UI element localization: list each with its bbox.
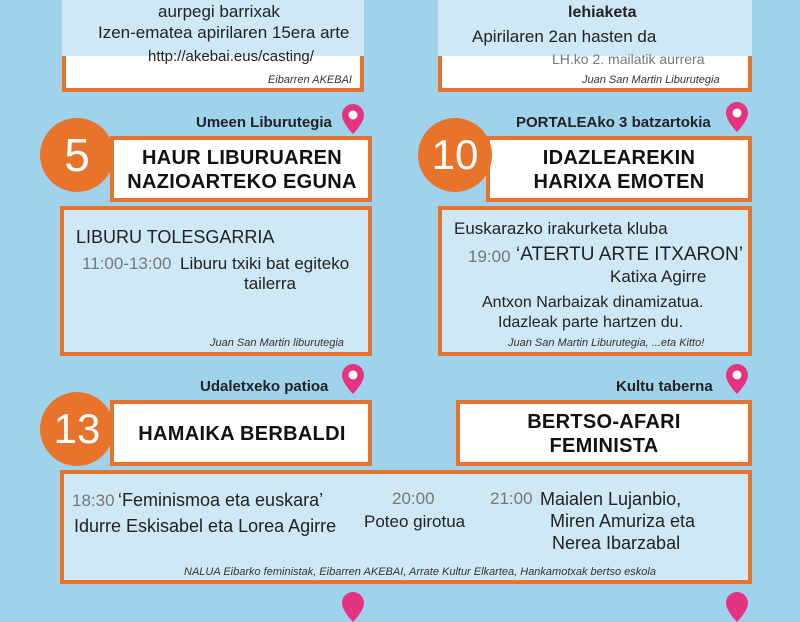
event13-slot1-people: Idurre Eskisabel eta Lorea Agirre bbox=[74, 516, 337, 536]
top-left-line1: aurpegi barrixak bbox=[158, 2, 280, 21]
event10-note-line1: Antxon Narbaizak dinamizatua. bbox=[482, 294, 704, 311]
event10-location: PORTALEAko 3 batzartokia bbox=[516, 114, 711, 131]
event5-desc-line2: tailerra bbox=[244, 274, 296, 293]
event10-author: Katixa Agirre bbox=[610, 267, 707, 286]
event13-slot3-line2: Miren Amuriza eta bbox=[550, 511, 696, 531]
event10-book: ‘ATERTU ARTE ITXARON’ bbox=[516, 244, 743, 265]
event5-desc-line1: Liburu txiki bat egiteko bbox=[180, 254, 350, 273]
event5-day-badge: 5 bbox=[40, 118, 114, 192]
event5-credit: Juan San Martin liburutegia bbox=[210, 337, 344, 349]
event13-title-right-line2: FEMINISTA bbox=[549, 435, 659, 457]
event13-credit: NALUA Eibarko feministak, Eibarren AKEBAI, Arrate Kultur Elkartea, Hankamotxak bertso eskola bbox=[184, 566, 656, 578]
location-pin-icon bbox=[726, 364, 748, 394]
event13-slot3-time: 21:00 bbox=[490, 489, 533, 508]
event5-location: Umeen Liburutegia bbox=[196, 114, 332, 131]
top-left-credit: Eibarren AKEBAI bbox=[268, 74, 352, 86]
event13-slot2-desc: Poteo girotua bbox=[364, 512, 466, 531]
event13-slot2-time: 20:00 bbox=[392, 489, 435, 508]
top-left-line2 bbox=[98, 22, 349, 44]
event13-title-right-line1: BERTSO-AFARI bbox=[527, 411, 681, 433]
event5-title-line2: NAZIOARTEKO EGUNA bbox=[127, 171, 357, 193]
top-left-line2-bold: apirilaren 15era arte bbox=[197, 23, 350, 42]
event13-day-badge: 13 bbox=[40, 392, 114, 466]
location-pin-icon bbox=[726, 102, 748, 132]
event5-activity: LIBURU TOLESGARRIA bbox=[76, 227, 275, 247]
event13-location-left: Udaletxeko patioa bbox=[200, 378, 329, 395]
event13-slot3-line1: Maialen Lujanbio, bbox=[540, 489, 682, 509]
top-right-credit: Juan San Martin Liburutegia bbox=[582, 74, 720, 86]
top-right-title: lehiaketa bbox=[568, 4, 637, 21]
event13-slot1-title: ‘Feminismoa eta euskara’ bbox=[118, 490, 324, 510]
top-left-url: http://akebai.eus/casting/ bbox=[148, 48, 314, 65]
top-right-line2: LH.ko 2. mailatik aurrera bbox=[552, 51, 705, 67]
event5-title-line1: HAUR LIBURUAREN bbox=[141, 147, 343, 169]
event10-credit: Juan San Martin Liburutegia, ...eta Kitto! bbox=[508, 337, 705, 349]
event10-note-line2: Idazleak parte hartzen du. bbox=[498, 314, 684, 331]
top-left-line2-prefix: Izen-ematea bbox=[98, 23, 198, 42]
top-right-line1: Apirilaren 2an hasten da bbox=[472, 27, 657, 46]
event13-slot3-line3: Nerea Ibarzabal bbox=[552, 533, 681, 553]
event13-slot1-time: 18:30 bbox=[72, 491, 115, 510]
location-pin-icon bbox=[726, 592, 748, 622]
event10-time: 19:00 bbox=[468, 247, 511, 266]
event10-club: Euskarazko irakurketa kluba bbox=[454, 219, 668, 238]
event13-location-right: Kultu taberna bbox=[616, 378, 713, 395]
event10-title-line1: IDAZLEAREKIN bbox=[542, 147, 696, 169]
location-pin-icon bbox=[342, 592, 364, 622]
location-pin-icon bbox=[342, 104, 364, 134]
event5-time: 11:00-13:00 bbox=[82, 254, 172, 273]
event10-title-line2: HARIXA EMOTEN bbox=[533, 171, 705, 193]
event13-title-left: HAMAIKA BERBALDI bbox=[138, 423, 346, 445]
location-pin-icon bbox=[342, 364, 364, 394]
event10-day-badge: 10 bbox=[418, 118, 492, 192]
